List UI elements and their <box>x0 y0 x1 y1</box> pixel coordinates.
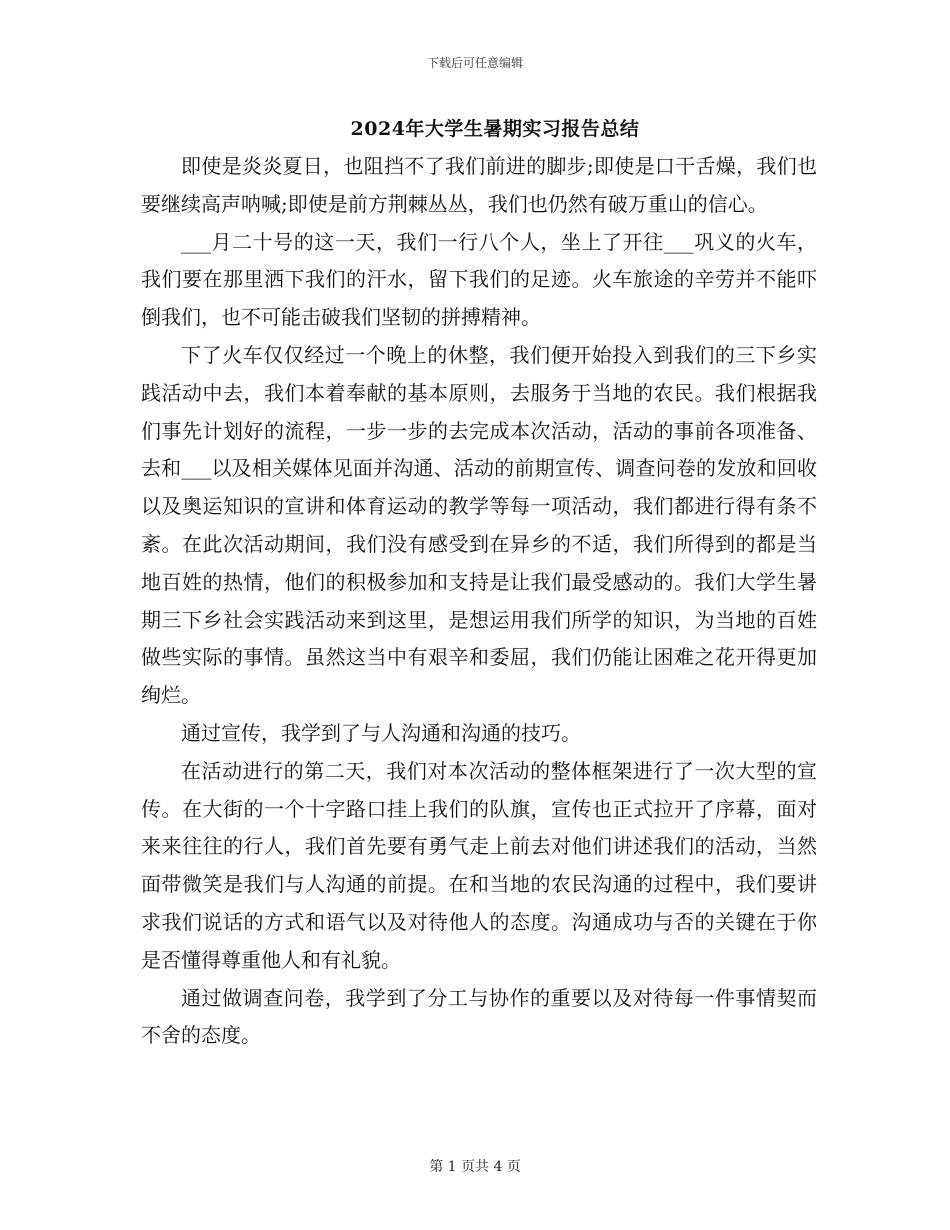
paragraph-2: ___月二十号的这一天，我们一行八个人，坐上了开往___巩义的火车，我们要在那里洒下我们的汗水，留下我们的足迹。火车旅途的辛劳并不能吓倒我们，也不可能击破我们坚韧的拼搏精神。 <box>141 229 817 330</box>
document-body <box>141 148 817 1055</box>
document-title: 2024年大学生暑期实习报告总结 <box>350 118 640 140</box>
paragraph-4: 通过宣传，我学到了与人沟通和沟通的技巧。 <box>181 720 581 745</box>
paragraph-5: 在活动进行的第二天，我们对本次活动的整体框架进行了一次大型的宣传。在大街的一个十字路口挂上我们的队旗，宣传也正式拉开了序幕，面对来来往往的行人，我们首先要有勇气走上前去对他们讲述我们的活动，当然面带微笑是我们与人沟通的前提。在和当地的农民沟通的过程中，我们要讲求我们说话的方式和语气以及对待他人的态度。沟通成功与否的关键在于你是否懂得尊重他人和有礼貌。 <box>141 758 817 972</box>
paragraph-1: 即使是炎炎夏日，也阻挡不了我们前进的脚步;即使是口干舌燥，我们也要继续高声呐喊;即使是前方荆棘丛丛，我们也仍然有破万重山的信心。 <box>141 154 817 216</box>
paragraph-6: 通过做调查问卷，我学到了分工与协作的重要以及对待每一件事情契而不舍的态度。 <box>141 985 817 1048</box>
header-note: 下载后可任意编辑 <box>426 56 523 70</box>
page-number: 第 1 页共 4 页 <box>429 1159 521 1175</box>
paragraph-3: 下了火车仅仅经过一个晚上的休整，我们便开始投入到我们的三下乡实践活动中去，我们本着奉献的基本原则，去服务于当地的农民。我们根据我们事先计划好的流程，一步一步的去完成本次活动，活动的事前各项准备、去和___以及相关媒体见面并沟通、活动的前期宣传、调查问卷的发放和回收以及奥运知识的宣讲和体育运动的教学等每一项活动，我们都进行得有条不紊。在此次活动期间，我们没有感受到在异乡的不适，我们所得到的都是当地百姓的热情，他们的积极参加和支持是让我们最受感动的。我们大学生暑期三下乡社会实践活动来到这里，是想运用我们所学的知识，为当地的百姓做些实际的事情。虽然这当中有艰辛和委屈，我们仍能让困难之花开得更加绚烂。 <box>141 342 817 708</box>
